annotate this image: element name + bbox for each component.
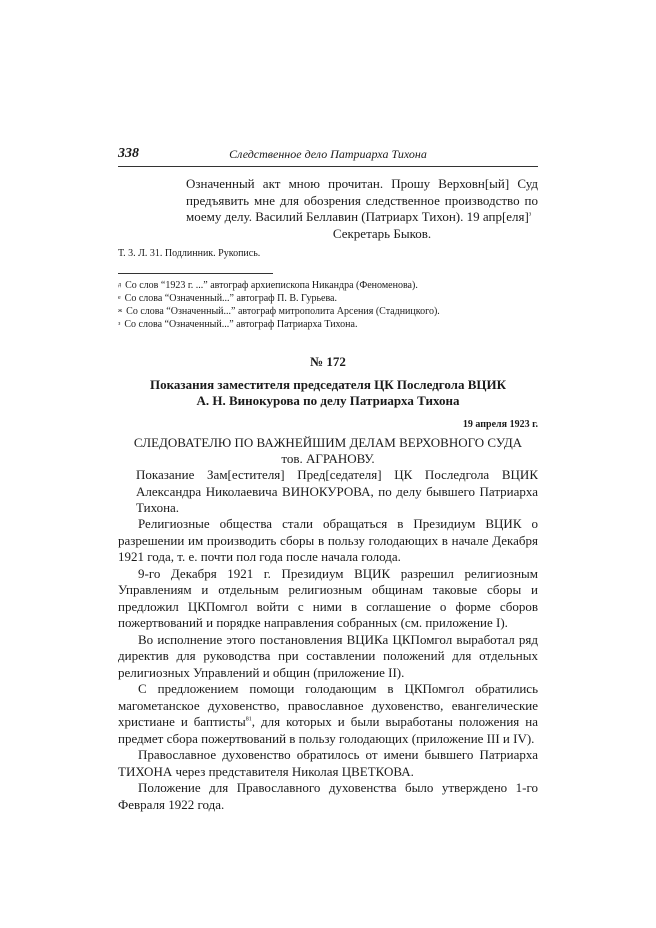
document-heading xyxy=(118,354,538,433)
document-title-line1: Показания заместителя председателя ЦК Последгола ВЦИК xyxy=(149,376,507,392)
running-header xyxy=(118,146,538,166)
footnote-item xyxy=(118,318,538,331)
footnote-item xyxy=(118,279,538,292)
body-paragraph: 9-го Декабря 1921 г. Президиум ВЦИК разрешил религиозным Управлениям и отдельным религиозным общинам таковые сборы и предложил ЦКПомгол войти с ними в соглашение о форме сборов пожертвований и порядке направления собранных (см. приложение I). xyxy=(118,565,538,630)
document-date: 19 апреля 1923 г. xyxy=(462,418,538,430)
page-number: 338 xyxy=(118,146,139,161)
source-note: Т. 3. Л. 31. Подлинник. Рукопись. xyxy=(118,248,261,259)
footnote-text: Со слова “Означенный...” автограф П. В. Гурьева. xyxy=(124,293,337,304)
signature: Секретарь Быков. xyxy=(332,225,432,241)
preceding-paragraph xyxy=(186,176,538,226)
preceding-line: Означенный акт мною прочитан. Прошу Верховн[ый] Суд предъявить мне для обозрения следственное производство по моему делу. Василий Беллавин (Патриарх Тихон). 19 апр[еля] xyxy=(186,176,538,224)
document-number: № 172 xyxy=(310,354,346,369)
body-paragraph xyxy=(118,681,538,747)
header-rule xyxy=(118,166,538,167)
footnote-text: Со слова “Означенный...” автограф Патриарха Тихона. xyxy=(124,319,358,330)
footnote-item xyxy=(118,292,538,305)
body-text: С предложением помощи голодающим в ЦКПомгол обратились магометанское духовенство, православное духовенство, евангелические христиане и баптисты xyxy=(118,681,538,729)
footnote-text: Со слов “1923 г. ...” автограф архиепископа Никандра (Феноменова). xyxy=(125,280,418,291)
footnote-item xyxy=(118,305,538,318)
footnote-mark: з xyxy=(118,321,121,327)
body-paragraph: Положение для Православного духовенства было утверждено 1-го Февраля 1922 года. xyxy=(118,780,538,812)
body-text: , для которых и были выработаны положения на предмет сбора пожертвований в пользу голодающих (приложение III и IV). xyxy=(118,714,538,746)
addressee-block xyxy=(118,435,538,517)
body-paragraph: Православное духовенство обратилось от имени бывшего Патриарха ТИХОНА через представителя Николая ЦВЕТКОВА. xyxy=(118,747,538,779)
footnote-text: Со слова “Означенный...” автограф митрополита Арсения (Стадницкого). xyxy=(126,306,440,317)
preceding-text xyxy=(186,176,538,242)
body-paragraph: Во исполнение этого постановления ВЦИКа ЦКПомгол выработал ряд директив для руководства при составлении положений для отдельных религиозных Управлений и общин (приложение II). xyxy=(118,631,538,680)
addressee-line1: СЛЕДОВАТЕЛЮ ПО ВАЖНЕЙШИМ ДЕЛАМ ВЕРХОВНОГО СУДА xyxy=(133,435,523,450)
footnote-mark: д xyxy=(118,282,122,288)
footnotes xyxy=(118,279,538,331)
testimony-heading: Показание Зам[естителя] Пред[седателя] ЦК Последгола ВЦИК Александра Николаевича ВИНОКУРОВА, по делу бывшего Патриарха Тихона. xyxy=(136,467,538,515)
document-body xyxy=(118,516,538,813)
footnote-rule xyxy=(118,273,273,274)
footnote-mark: ж xyxy=(118,308,123,314)
running-title: Следственное дело Патриарха Тихона xyxy=(229,147,427,161)
addressee-line2: тов. АГРАНОВУ. xyxy=(281,451,375,466)
footnote-ref: з xyxy=(528,211,532,218)
body-paragraph: Религиозные общества стали обращаться в Президиум ВЦИК о разрешении им производить сборы в пользу голодающих в начале Декабря 1921 года, т. е. почти пол года после начала голода. xyxy=(118,516,538,564)
footnote-ref: 81 xyxy=(245,716,252,723)
footnote-mark: е xyxy=(118,295,121,301)
document-title-line2: А. Н. Винокурова по делу Патриарха Тихона xyxy=(196,392,460,408)
